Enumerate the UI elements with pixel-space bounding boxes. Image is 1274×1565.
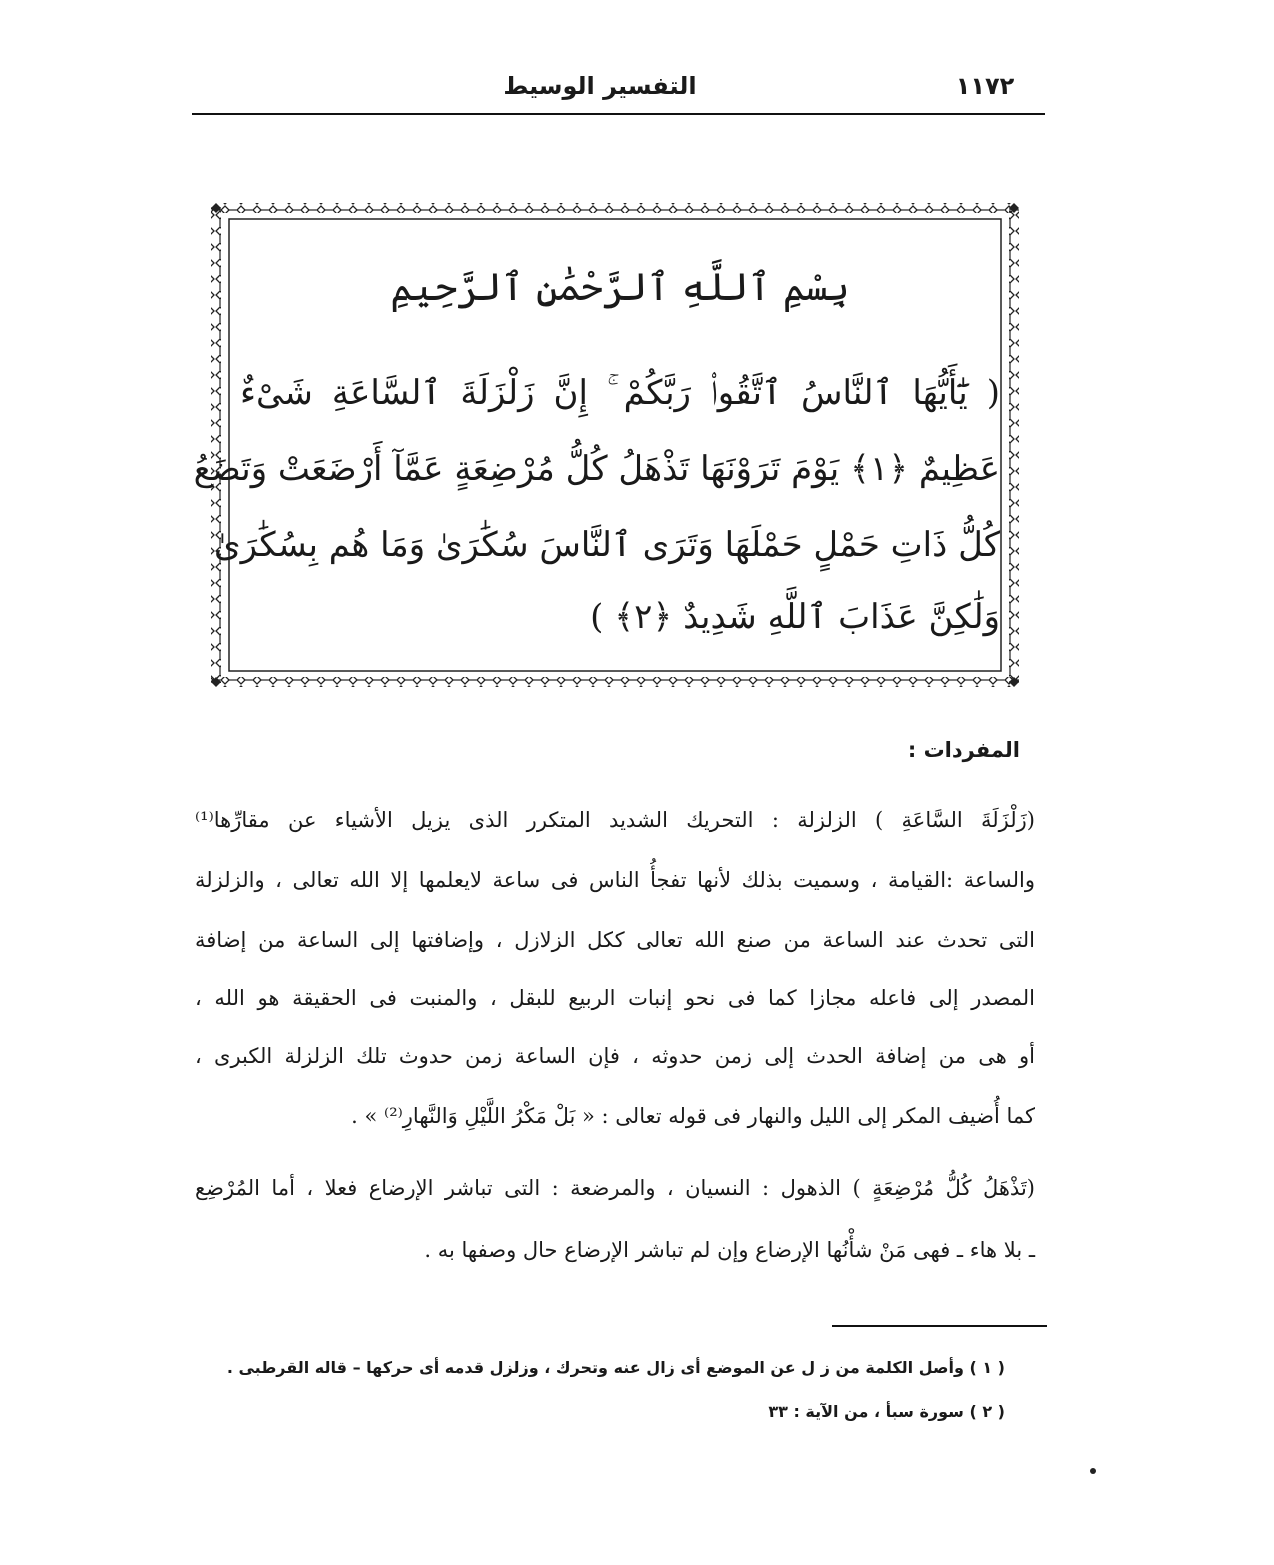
- body-text-line: (زَلْزَلَةَ السَّاعَةِ ) الزلزلة : التحريك الشديد المتكرر الذى يزيل الأشياء عن مقارِّها⁽¹⁾: [195, 808, 1035, 832]
- body-text-line: المصدر إلى فاعله مجازا كما فى نحو إنبات الربيع للبقل ، والمنبت فى الحقيقة هو الله ،: [195, 986, 1035, 1010]
- running-header-title: التفسير الوسيط: [503, 72, 697, 100]
- quran-verse-line: وَلَٰكِنَّ عَذَابَ ٱللَّهِ شَدِيدٌ ﴿٢﴾ ): [590, 597, 1000, 637]
- footnote: ( ٢ ) سورة سبأ ، من الآية : ٣٣: [768, 1402, 1005, 1421]
- footnote-rule: [832, 1325, 1047, 1327]
- footnote: ( ١ ) وأصل الكلمة من ز ل عن الموضع أى زال عنه وتحرك ، وزلزل قدمه أى حركها – قاله القرطبى .: [226, 1358, 1005, 1377]
- quran-verse-line: عَظِيمٌ ﴿١﴾ يَوْمَ تَرَوْنَهَا تَذْهَلُ كُلُّ مُرْضِعَةٍ عَمَّآ أَرْضَعَتْ وَتَضَعُ: [193, 449, 1000, 489]
- body-text-line: (تَذْهَلُ كُلُّ مُرْضِعَةٍ ) الذهول : النسيان ، والمرضعة : التى تباشر الإرضاع فعلا ، أما المُرْضِع: [195, 1176, 1035, 1200]
- section-heading: المفردات :: [907, 738, 1020, 762]
- basmala: بِسْمِ ٱللَّهِ ٱلرَّحْمَٰنِ ٱلرَّحِيمِ: [390, 265, 850, 309]
- body-text-line: التى تحدث عند الساعة من صنع الله تعالى ككل الزلازل ، وإضافتها إلى الساعة من إضافة: [195, 928, 1035, 952]
- page-number: ١١٧٢: [955, 72, 1015, 100]
- body-text-line: ـ بلا هاء ـ فهى مَنْ شأْنُها الإرضاع وإن لم تباشر الإرضاع حال وصفها به .: [424, 1238, 1035, 1262]
- header-rule: [192, 113, 1045, 115]
- body-text-line: كما أُضيف المكر إلى الليل والنهار فى قوله تعالى : « بَلْ مَكْرُ اللَّيْلِ وَالنَّهارِ⁽²⁾ » .: [351, 1104, 1035, 1128]
- body-text-line: أو هى من إضافة الحدث إلى زمن حدوثه ، فإن الساعة زمن حدوث تلك الزلزلة الكبرى ،: [195, 1044, 1035, 1068]
- scan-speck: [1090, 1468, 1096, 1474]
- quran-verse-line: كُلُّ ذَاتِ حَمْلٍ حَمْلَهَا وَتَرَى ٱلنَّاسَ سُكَٰرَىٰ وَمَا هُم بِسُكَٰرَىٰ: [214, 525, 1000, 565]
- body-text-line: والساعة :القيامة ، وسميت بذلك لأنها تفجأُ الناس فى ساعة لايعلمها إلا الله تعالى ، والزلزلة: [195, 868, 1035, 892]
- quran-verse-line: ( يَٰٓأَيُّهَا ٱلنَّاسُ ٱتَّقُوا۟ رَبَّكُمْ ۚ إِنَّ زَلْزَلَةَ ٱلسَّاعَةِ شَىْءٌ: [240, 373, 1000, 413]
